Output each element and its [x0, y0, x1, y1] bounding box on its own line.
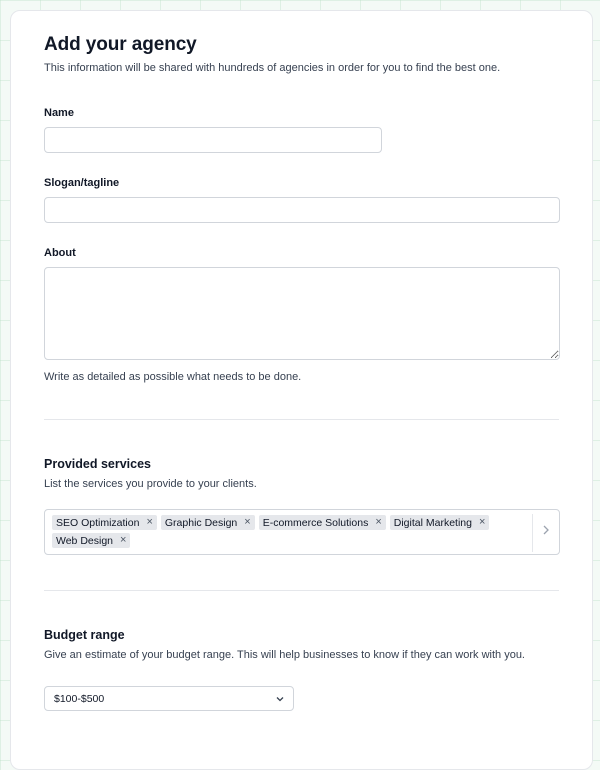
chevron-down-icon	[274, 692, 286, 704]
section-divider	[44, 419, 559, 420]
service-chip	[161, 515, 255, 530]
service-chip	[259, 515, 386, 530]
service-chip-label: E-commerce Solutions	[262, 516, 369, 529]
page-title: Add your agency	[44, 34, 197, 55]
name-label: Name	[44, 107, 74, 119]
remove-chip-icon[interactable]: ×	[120, 534, 127, 546]
services-multiselect[interactable]	[44, 509, 560, 555]
services-title: Provided services	[44, 457, 152, 471]
chevron-right-icon[interactable]	[542, 524, 550, 539]
name-input[interactable]	[44, 127, 382, 153]
service-chip	[52, 533, 130, 548]
form-card	[10, 10, 593, 770]
services-help-text: List the services you provide to your clients.	[44, 478, 257, 490]
slogan-input[interactable]	[44, 197, 560, 223]
about-label: About	[44, 247, 76, 259]
service-chip-label: Graphic Design	[164, 516, 238, 529]
remove-chip-icon[interactable]: ×	[146, 516, 153, 528]
service-chip-label: Web Design	[56, 534, 114, 547]
section-divider	[44, 590, 559, 591]
remove-chip-icon[interactable]: ×	[244, 516, 251, 528]
services-chip-list	[52, 515, 532, 548]
service-chip-label: SEO Optimization	[56, 516, 140, 529]
slogan-label: Slogan/tagline	[44, 177, 120, 189]
service-chip	[390, 515, 490, 530]
page-subtitle: This information will be shared with hundreds of agencies in order for you to find the best one.	[44, 62, 501, 74]
services-separator	[532, 514, 533, 552]
remove-chip-icon[interactable]: ×	[375, 516, 382, 528]
budget-title: Budget range	[44, 628, 125, 642]
service-chip-label: Digital Marketing	[393, 516, 472, 529]
budget-help-text: Give an estimate of your budget range. This will help businesses to know if they can work with you.	[44, 649, 525, 661]
remove-chip-icon[interactable]: ×	[478, 516, 486, 528]
service-chip	[52, 515, 157, 530]
about-help-text: Write as detailed as possible what needs to be done.	[44, 371, 302, 383]
budget-selected-value: $100-$500	[54, 693, 105, 705]
about-textarea[interactable]	[44, 267, 560, 360]
budget-select[interactable]	[44, 686, 294, 711]
